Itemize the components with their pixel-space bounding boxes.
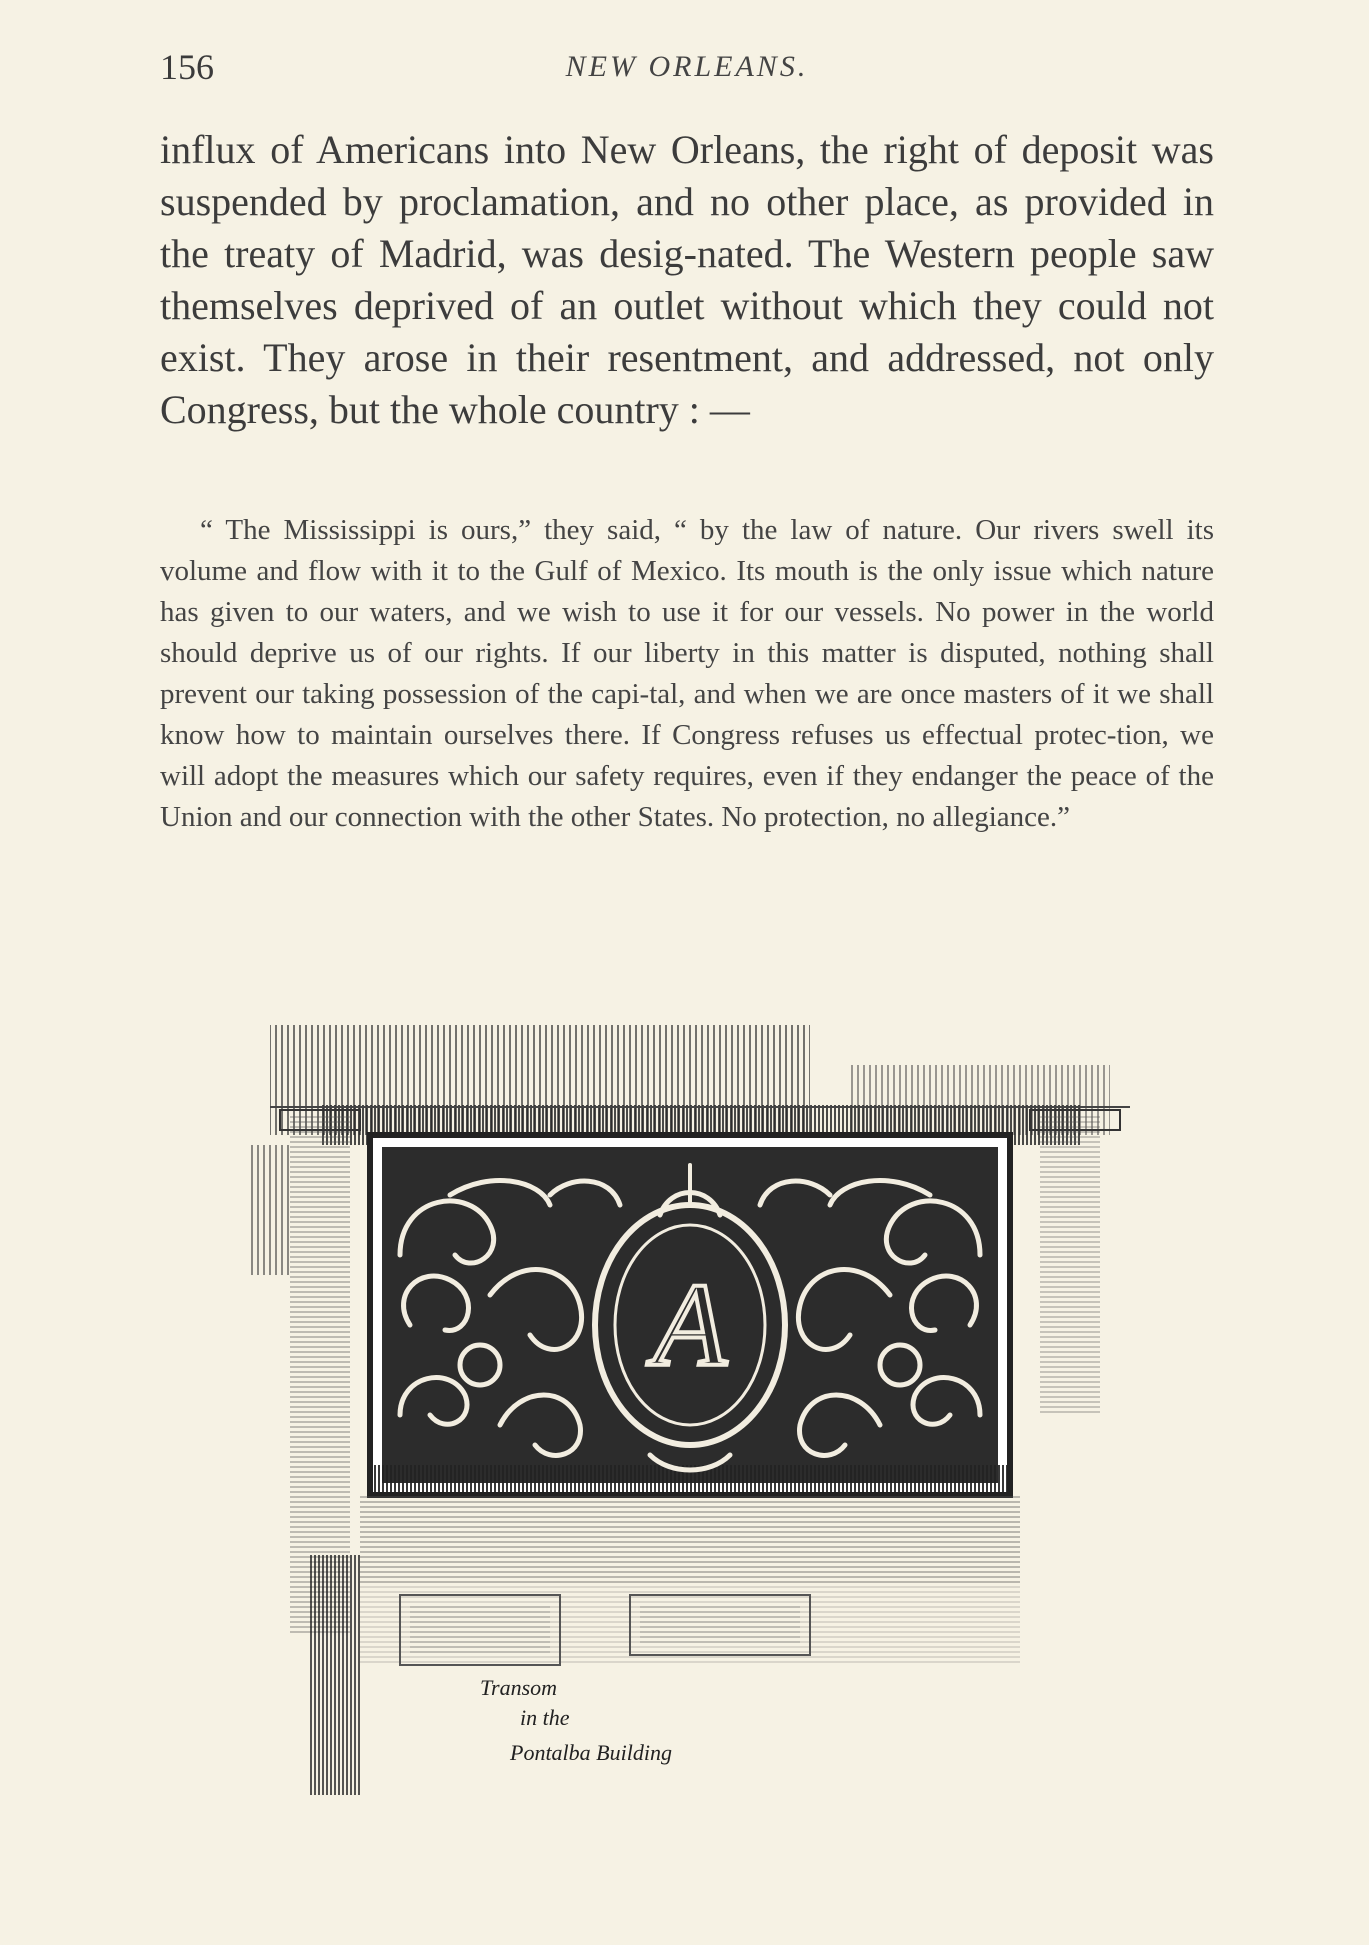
caption-line-3: Pontalba Building — [510, 1740, 672, 1765]
body-paragraph: influx of Americans into New Orleans, the right of deposit was suspended by proclamation, and no other place, as provided in the treaty of Madrid, was desig-nated. The Western people saw themselves deprived of an outlet without which they could not exist. They arose in their resentment, and addressed, not only Congress, but the whole country : — — [160, 127, 1214, 432]
cornice-hatching — [270, 1025, 1130, 1145]
transom-drawing — [250, 995, 1150, 1805]
transom-illustration — [250, 995, 1150, 1805]
running-head: NEW ORLEANS. — [565, 50, 809, 83]
caption-line-1: Transom — [480, 1675, 558, 1700]
figure-caption — [480, 1675, 672, 1765]
block-quote: “ The Mississippi is ours,” they said, “ by the law of nature. Our rivers swell its volume and flow with it to the Gulf of Mexico. Its mouth is the only issue which nature has given to our waters, and we wish to use it for our vessels. No power in the world should deprive us of our rights. If our liberty in this matter is disputed, nothing shall prevent our taking possession of the capi-tal, and when we are once masters of it we shall know how to maintain ourselves there. If Congress refuses us effectual protec-tion, we will adopt the measures which our safety requires, even if they endanger the peace of the Union and our connection with the other States. No protection, no allegiance.” — [160, 514, 1214, 833]
page-number: 156 — [160, 47, 214, 87]
page-header — [160, 46, 1214, 96]
right-pillar — [1030, 1110, 1120, 1415]
caption-line-2: in the — [520, 1705, 570, 1730]
monogram-letter: A — [653, 1258, 727, 1391]
